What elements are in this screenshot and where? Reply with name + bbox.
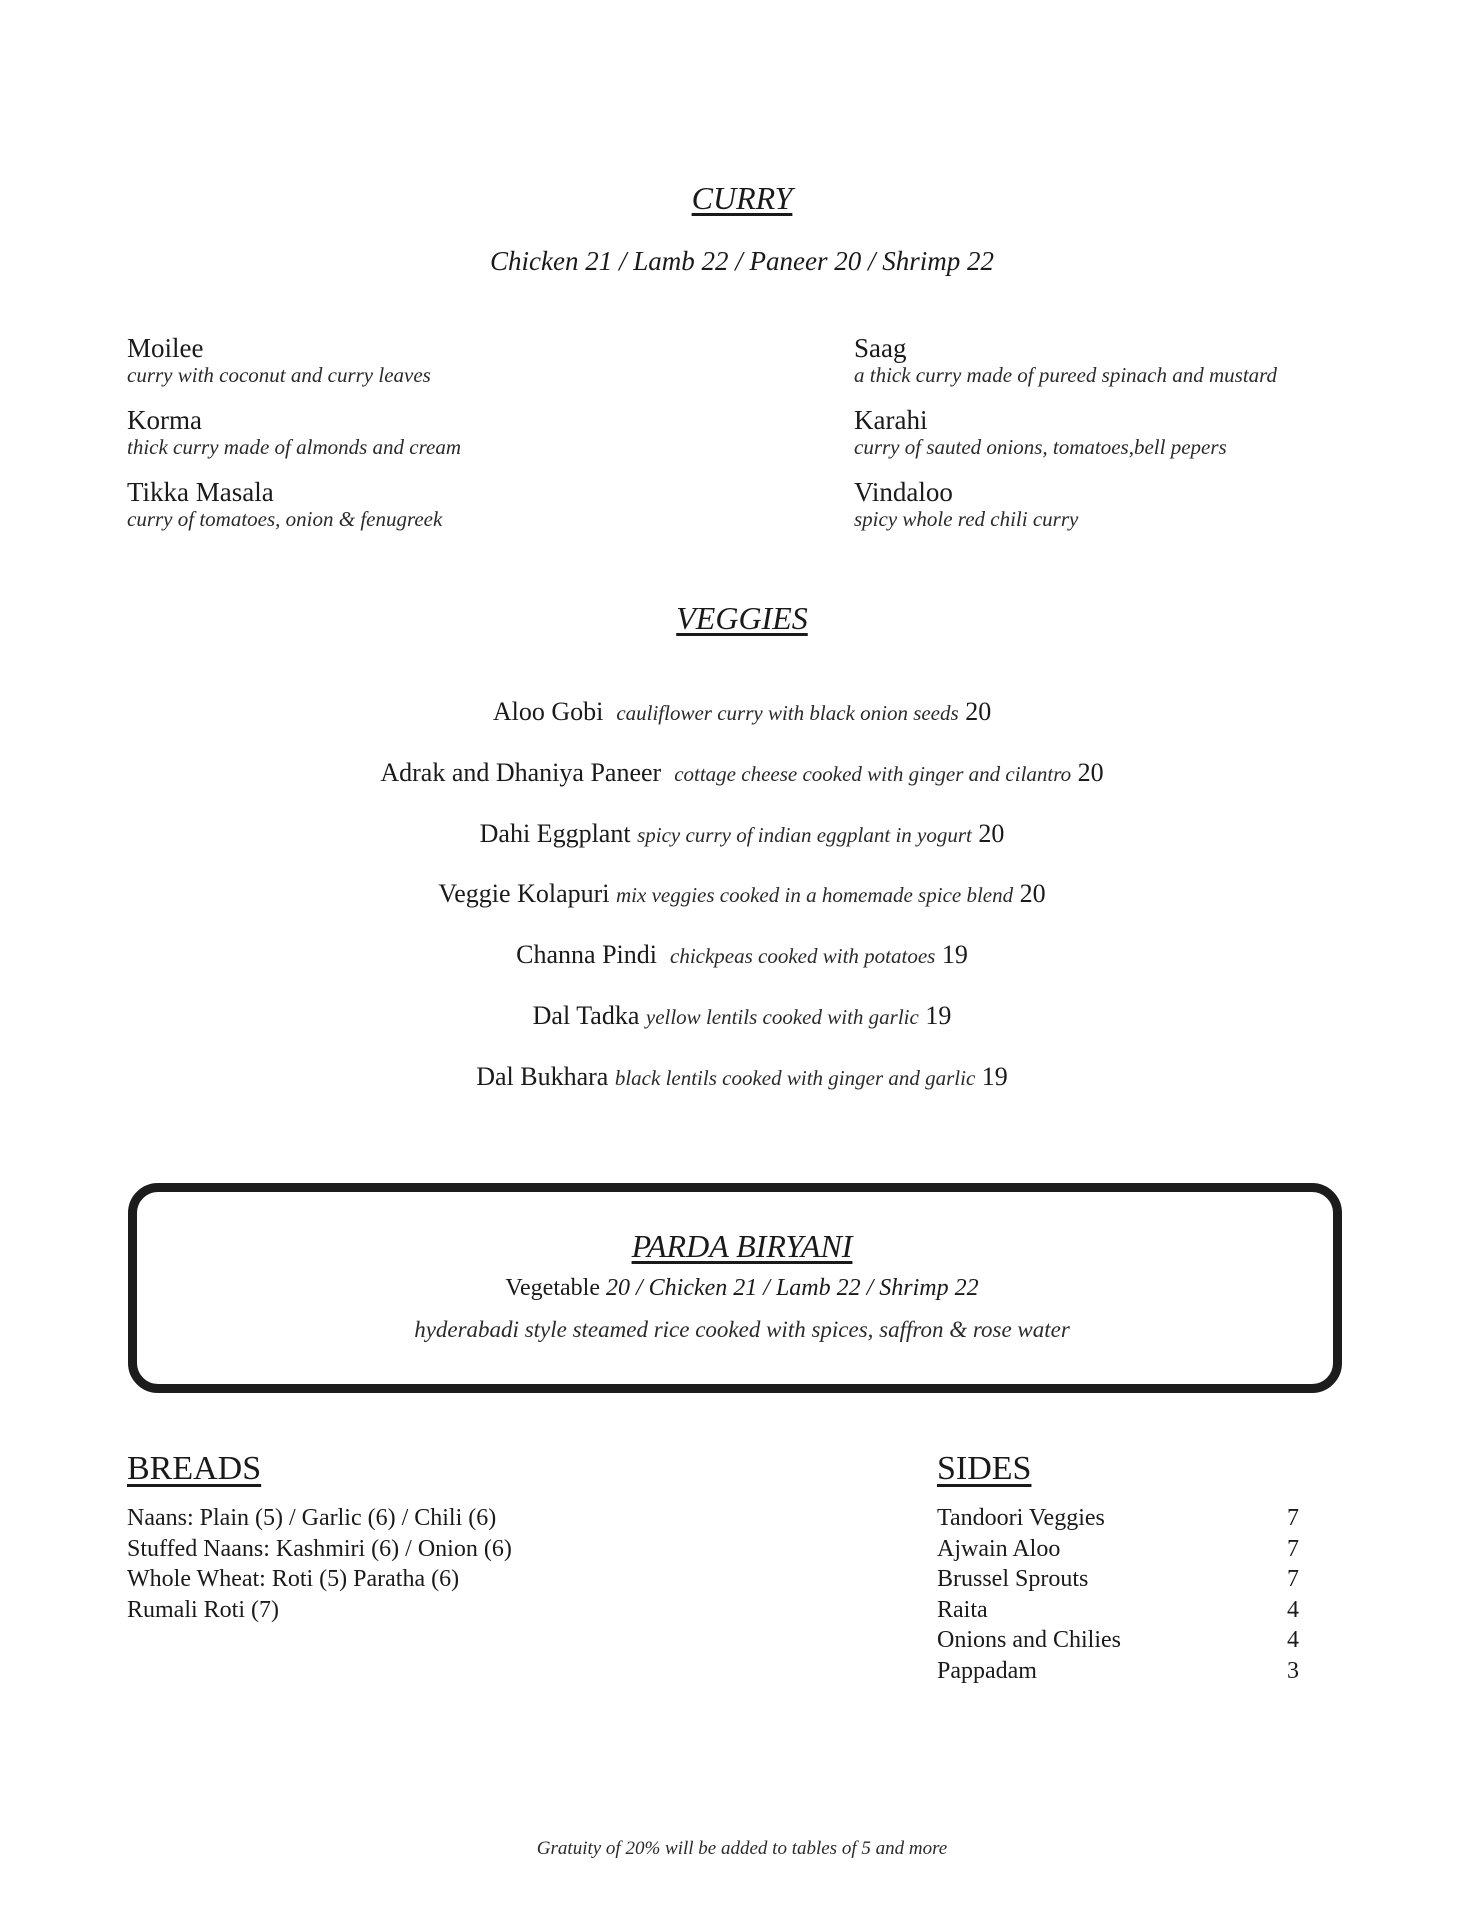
veggie-item: [0, 819, 1484, 849]
dish-price: 20: [1077, 758, 1104, 787]
veggie-item: [0, 940, 1484, 970]
dish-description: curry of tomatoes, onion & fenugreek: [127, 507, 443, 531]
side-item: [0, 1534, 1484, 1565]
side-price: 4: [1287, 1596, 1299, 1623]
dish-description: yellow lentils cooked with garlic: [645, 1005, 919, 1029]
sides-title: SIDES: [937, 1450, 1032, 1487]
dish-description: a thick curry made of pureed spinach and mustard: [854, 363, 1278, 387]
dish-description: spicy curry of indian eggplant in yogurt: [637, 823, 972, 847]
side-item: [0, 1595, 1484, 1626]
dish-description: cottage cheese cooked with ginger and cilantro: [674, 762, 1072, 786]
dish-name: Vindaloo: [854, 477, 953, 507]
side-name: Onions and Chilies: [937, 1627, 1121, 1653]
side-item: [0, 1503, 1484, 1534]
biryani-prices-lead: Vegetable: [505, 1275, 600, 1301]
dish-name: Aloo Gobi: [492, 697, 604, 726]
side-price: 7: [1287, 1505, 1299, 1531]
dish-price: 20: [978, 819, 1005, 848]
side-price: 4: [1287, 1627, 1299, 1653]
dish-description: black lentils cooked with ginger and garlic: [614, 1066, 976, 1090]
dish-price: 20: [965, 697, 992, 726]
dish-name: Karahi: [854, 405, 928, 435]
curry-left-column: [127, 333, 461, 531]
dish-name: Dal Tadka: [532, 1001, 640, 1030]
bread-line: Rumali Roti (7): [127, 1596, 279, 1623]
side-price: 7: [1287, 1535, 1299, 1562]
bread-line: Whole Wheat: Roti (5) Paratha (6): [127, 1566, 460, 1592]
dish-description: thick curry made of almonds and cream: [127, 435, 461, 459]
curry-item: [854, 333, 1277, 387]
dish-name: Channa Pindi: [516, 940, 657, 969]
veggie-item: [0, 879, 1484, 909]
dish-name: Korma: [127, 405, 202, 435]
dish-price: 19: [925, 1001, 952, 1030]
curry-item: [127, 405, 461, 459]
gratuity-note: Gratuity of 20% will be added to tables of 5 and more: [536, 1838, 948, 1859]
curry-item: [127, 477, 461, 531]
side-item: [0, 1656, 1484, 1687]
curry-item: [854, 405, 1277, 459]
curry-item: [127, 333, 461, 387]
veggie-item: [0, 758, 1484, 788]
dish-description: mix veggies cooked in a homemade spice blend: [616, 883, 1014, 907]
biryani-prices: [0, 1275, 1484, 1302]
breads-title: BREADS: [127, 1450, 262, 1487]
curry-title: CURRY: [691, 180, 793, 216]
biryani-title: PARDA BIRYANI: [631, 1228, 853, 1264]
bread-line: Stuffed Naans: Kashmiri (6) / Onion (6): [127, 1535, 512, 1562]
side-price: 7: [1287, 1566, 1299, 1592]
dish-description: chickpeas cooked with potatoes: [670, 944, 936, 968]
sides-list: [0, 1503, 1484, 1686]
side-item: [0, 1564, 1484, 1595]
veggie-item: [0, 697, 1484, 727]
dish-description: curry of sauted onions, tomatoes,bell pepers: [854, 435, 1227, 459]
dish-name: Dal Bukhara: [476, 1062, 609, 1091]
dish-name: Dahi Eggplant: [479, 819, 631, 848]
dish-name: Saag: [854, 333, 907, 363]
dish-name: Veggie Kolapuri: [438, 879, 610, 908]
side-name: Tandoori Veggies: [937, 1505, 1105, 1531]
veggies-title: VEGGIES: [676, 600, 808, 636]
curry-right-column: [854, 333, 1277, 531]
dish-description: cauliflower curry with black onion seeds: [616, 701, 959, 725]
dish-price: 20: [1019, 879, 1046, 908]
dish-price: 19: [981, 1062, 1008, 1091]
side-name: Raita: [937, 1596, 988, 1623]
veggie-item: [0, 1062, 1484, 1092]
side-item: [0, 1625, 1484, 1656]
dish-price: 19: [941, 940, 968, 969]
side-name: Ajwain Aloo: [937, 1535, 1061, 1562]
curry-item: [854, 477, 1277, 531]
side-price: 3: [1287, 1657, 1299, 1684]
side-name: Brussel Sprouts: [937, 1566, 1089, 1592]
dish-name: Adrak and Dhaniya Paneer: [380, 758, 662, 787]
bread-line: Naans: Plain (5) / Garlic (6) / Chili (6): [127, 1505, 497, 1531]
dish-name: Moilee: [127, 333, 204, 363]
biryani-prices-rest: 20 / Chicken 21 / Lamb 22 / Shrimp 22: [605, 1275, 979, 1301]
veggie-item: [0, 1001, 1484, 1031]
curry-prices: Chicken 21 / Lamb 22 / Paneer 20 / Shrimp 22: [490, 246, 994, 276]
side-name: Pappadam: [937, 1657, 1037, 1684]
dish-description: curry with coconut and curry leaves: [127, 363, 431, 387]
dish-description: spicy whole red chili curry: [854, 507, 1079, 531]
biryani-description: hyderabadi style steamed rice cooked with spices, saffron & rose water: [414, 1317, 1070, 1342]
dish-name: Tikka Masala: [127, 477, 274, 507]
